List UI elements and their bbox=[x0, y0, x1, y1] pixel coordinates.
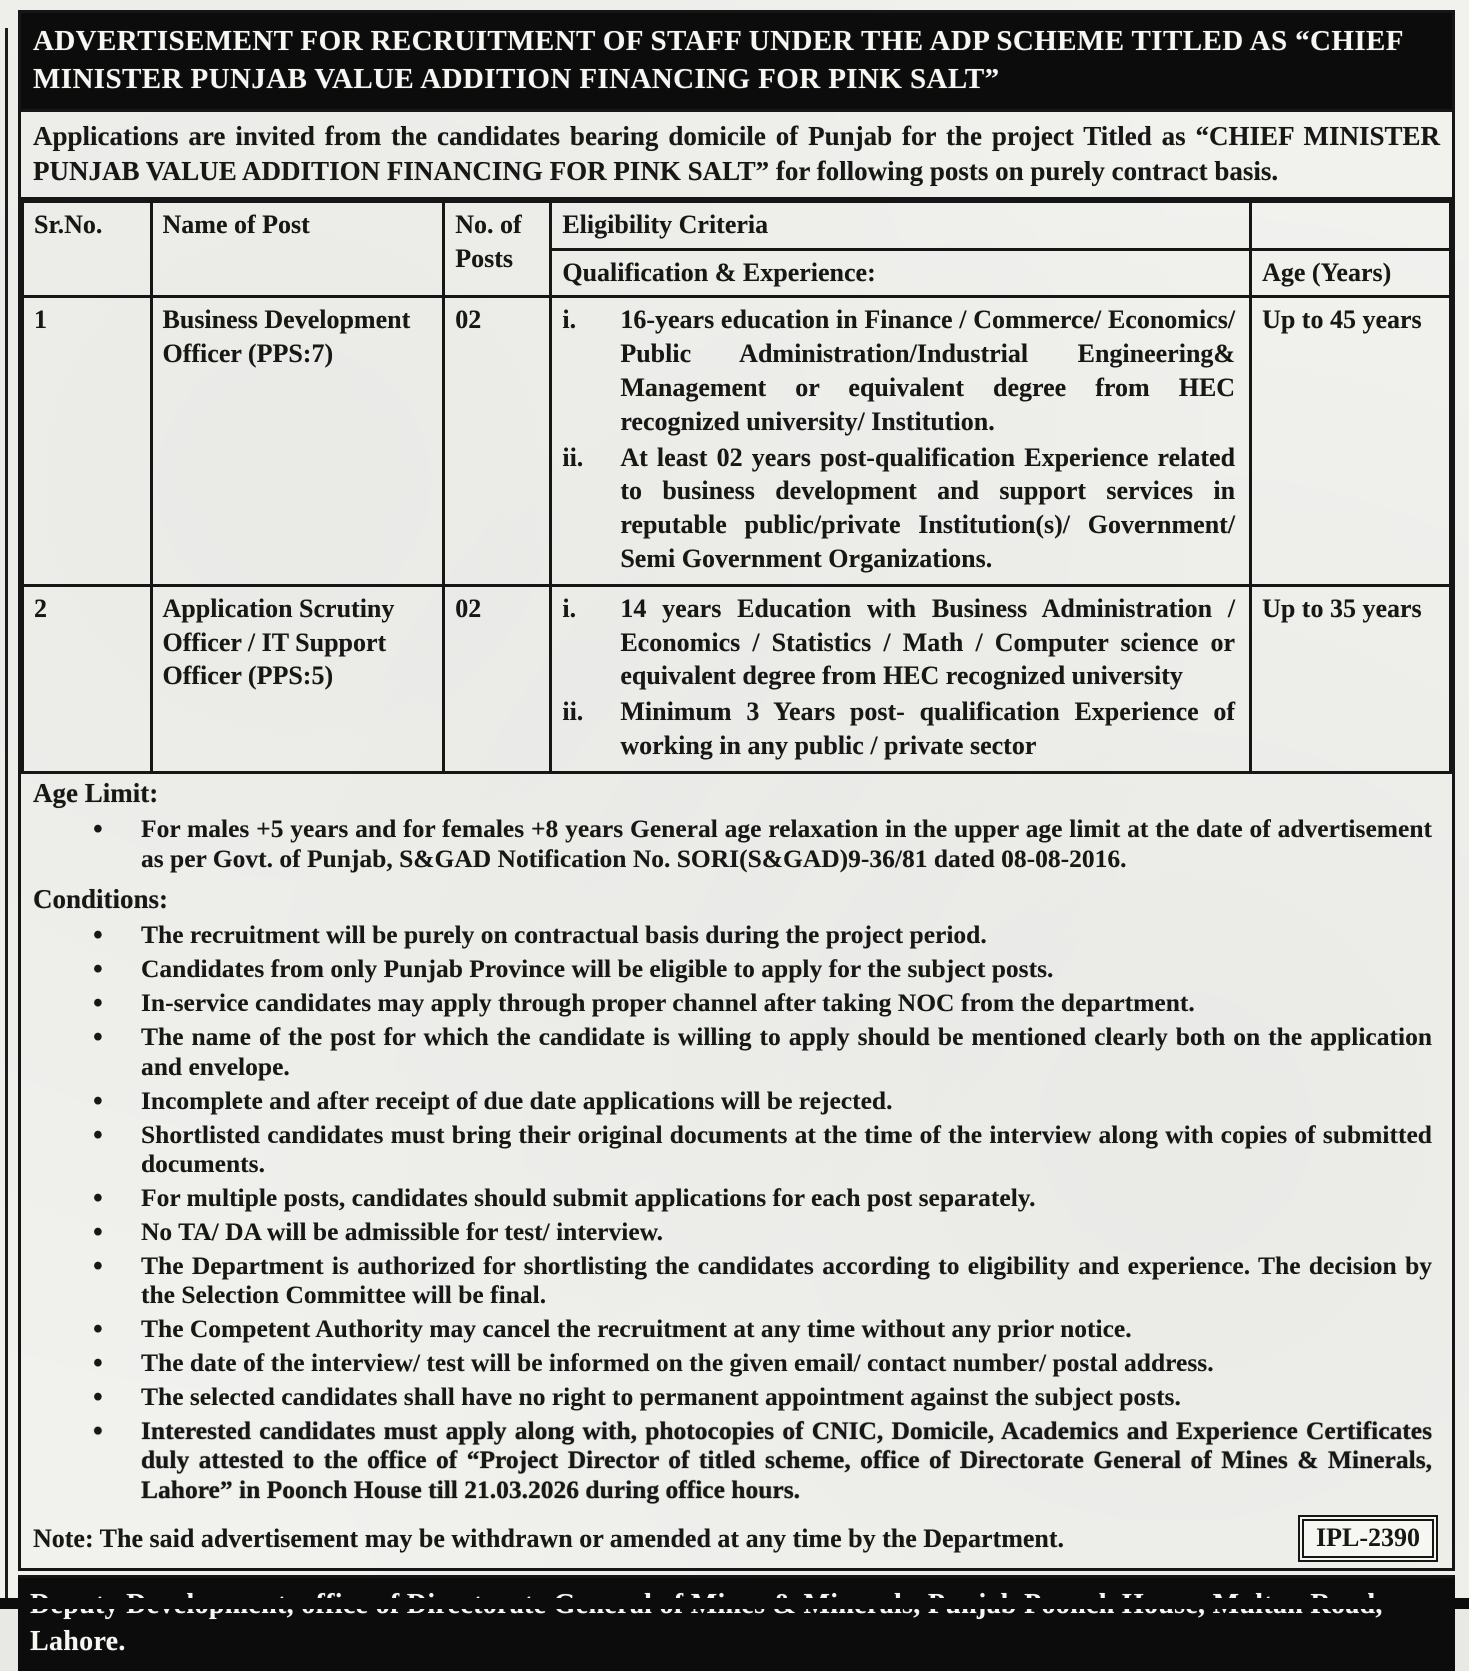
age-limit-list bbox=[33, 814, 1440, 873]
column-header-sr-no: Sr.No. bbox=[23, 201, 152, 297]
intro-prefix: Applications are invited from the candidates bearing domicile of Punjab for the project Titled as bbox=[33, 120, 1196, 151]
age-limit-section bbox=[21, 774, 1452, 880]
criteria-item-text: At least 02 years post-qualification Experience related to business development and support services in reputable public/private Institution(s)/ Government/ Semi Government Organizations. bbox=[620, 442, 1236, 573]
criteria-item-number: ii. bbox=[562, 697, 584, 727]
scan-artifact-left-rule bbox=[5, 28, 8, 1609]
advertisement-title: ADVERTISEMENT FOR RECRUITMENT OF STAFF UNDER THE ADP SCHEME TITLED AS “CHIEF MINISTER PUNJAB VALUE ADDITION FINANCING FOR PINK SALT” bbox=[21, 13, 1452, 112]
criteria-item-text: 16-years education in Finance / Commerce/ Economics/ Public Administration/Industrial Engineering& Management or equivalent degree from HEC recognized university/ Institution. bbox=[620, 305, 1236, 436]
age-limit-item: • For males +5 years and for females +8 years General age relaxation in the upper age limit at the date of advertisement as per Govt. of Punjab, S&GAD Notification No. SORI(S&GAD)9-36/81 dated 08-08-2016. bbox=[33, 814, 1440, 873]
condition-item: • The recruitment will be purely on contractual basis during the project period. bbox=[33, 920, 1440, 950]
condition-item: • Interested candidates must apply along with, photocopies of CNIC, Domicile, Academics and Experience Certificates duly attested to the office of “Project Director of titled scheme, office of Directorate General of Mines & Minerals, Lahore” in Poonch House till 21.03.2026 during office hours. bbox=[33, 1416, 1440, 1505]
condition-item: • Incomplete and after receipt of due date applications will be rejected. bbox=[33, 1086, 1440, 1116]
intro-project-title: “CHIEF MINISTER PUNJAB VALUE ADDITION FINANCING FOR PINK SALT” bbox=[33, 120, 1440, 187]
column-header-no-of-posts: No. of Posts bbox=[444, 201, 551, 297]
criteria-item-text: Minimum 3 Years post- qualification Experience of working in any public / private sector bbox=[620, 697, 1236, 760]
advertisement-reference-code: IPL-2390 bbox=[1298, 1515, 1438, 1562]
condition-item: • No TA/ DA will be admissible for test/ interview. bbox=[33, 1217, 1440, 1247]
intro-paragraph bbox=[21, 112, 1452, 200]
conditions-list bbox=[33, 920, 1440, 1504]
cell-age-limit: Up to 45 years bbox=[1251, 297, 1451, 585]
criteria-item-number: i. bbox=[562, 593, 577, 623]
table-header-row-1 bbox=[23, 201, 1451, 249]
criteria-item bbox=[562, 441, 1241, 576]
condition-item: • The date of the interview/ test will be informed on the given email/ contact number/ postal address. bbox=[33, 1348, 1440, 1378]
condition-item: • The Department is authorized for shortlisting the candidates according to eligibility and experience. The decision by the Selection Committee will be final. bbox=[33, 1251, 1440, 1310]
conditions-heading: Conditions: bbox=[33, 883, 169, 914]
cell-eligibility-criteria bbox=[551, 297, 1251, 585]
column-header-age-years: Age (Years) bbox=[1251, 249, 1451, 297]
conditions-section bbox=[21, 880, 1452, 1511]
condition-item: • Shortlisted candidates must bring their original documents at the time of the interview along with copies of submitted documents. bbox=[33, 1120, 1440, 1179]
cell-sr-no: 2 bbox=[23, 585, 152, 772]
condition-item: • For multiple posts, candidates should submit applications for each post separately. bbox=[33, 1183, 1440, 1213]
note-row bbox=[21, 1511, 1452, 1568]
column-header-eligibility-criteria: Eligibility Criteria bbox=[551, 201, 1251, 249]
column-header-name-of-post: Name of Post bbox=[151, 201, 444, 297]
intro-suffix: for following posts on purely contract basis. bbox=[769, 156, 1279, 187]
condition-item: • The name of the post for which the candidate is willing to apply should be mentioned clearly both on the application and envelope. bbox=[33, 1022, 1440, 1081]
cell-post-name: Business Development Officer (PPS:7) bbox=[151, 297, 444, 585]
cell-no-of-posts: 02 bbox=[444, 585, 551, 772]
condition-item: • The selected candidates shall have no right to permanent appointment against the subject posts. bbox=[33, 1382, 1440, 1412]
advertisement-frame bbox=[18, 10, 1455, 1571]
table-row bbox=[23, 297, 1451, 585]
table-row bbox=[23, 585, 1451, 772]
note-label: Note: bbox=[33, 1523, 94, 1553]
criteria-item-number: ii. bbox=[562, 442, 584, 472]
criteria-item-text: 14 years Education with Business Administration / Economics / Statistics / Math / Computer science or equivalent degree from HEC recognized university bbox=[620, 593, 1236, 691]
issuing-office-footer: Lahore. bbox=[18, 1575, 1455, 1671]
criteria-item bbox=[562, 303, 1241, 438]
note-text: Note: The said advertisement may be withdrawn or amended at any time by the Department. bbox=[33, 1523, 1065, 1553]
condition-item: • Candidates from only Punjab Province will be eligible to apply for the subject posts. bbox=[33, 954, 1440, 984]
cell-sr-no: 1 bbox=[23, 297, 152, 585]
criteria-item-number: i. bbox=[562, 305, 577, 335]
condition-item: • The Competent Authority may cancel the recruitment at any time without any prior notice. bbox=[33, 1314, 1440, 1344]
cell-post-name: Application Scrutiny Officer / IT Support Officer (PPS:5) bbox=[151, 585, 444, 772]
posts-table bbox=[21, 200, 1452, 774]
scan-artifact-bottom-bar bbox=[0, 1598, 1469, 1609]
cell-no-of-posts: 02 bbox=[444, 297, 551, 585]
age-limit-heading: Age Limit: bbox=[33, 777, 159, 808]
condition-item: • In-service candidates may apply through proper channel after taking NOC from the department. bbox=[33, 988, 1440, 1018]
cell-age-limit: Up to 35 years bbox=[1251, 585, 1451, 772]
column-header-qualification: Qualification & Experience: bbox=[551, 249, 1251, 297]
column-header-age-spacer bbox=[1251, 201, 1451, 249]
criteria-item bbox=[562, 592, 1241, 693]
cell-eligibility-criteria bbox=[551, 585, 1251, 772]
criteria-item bbox=[562, 695, 1241, 763]
